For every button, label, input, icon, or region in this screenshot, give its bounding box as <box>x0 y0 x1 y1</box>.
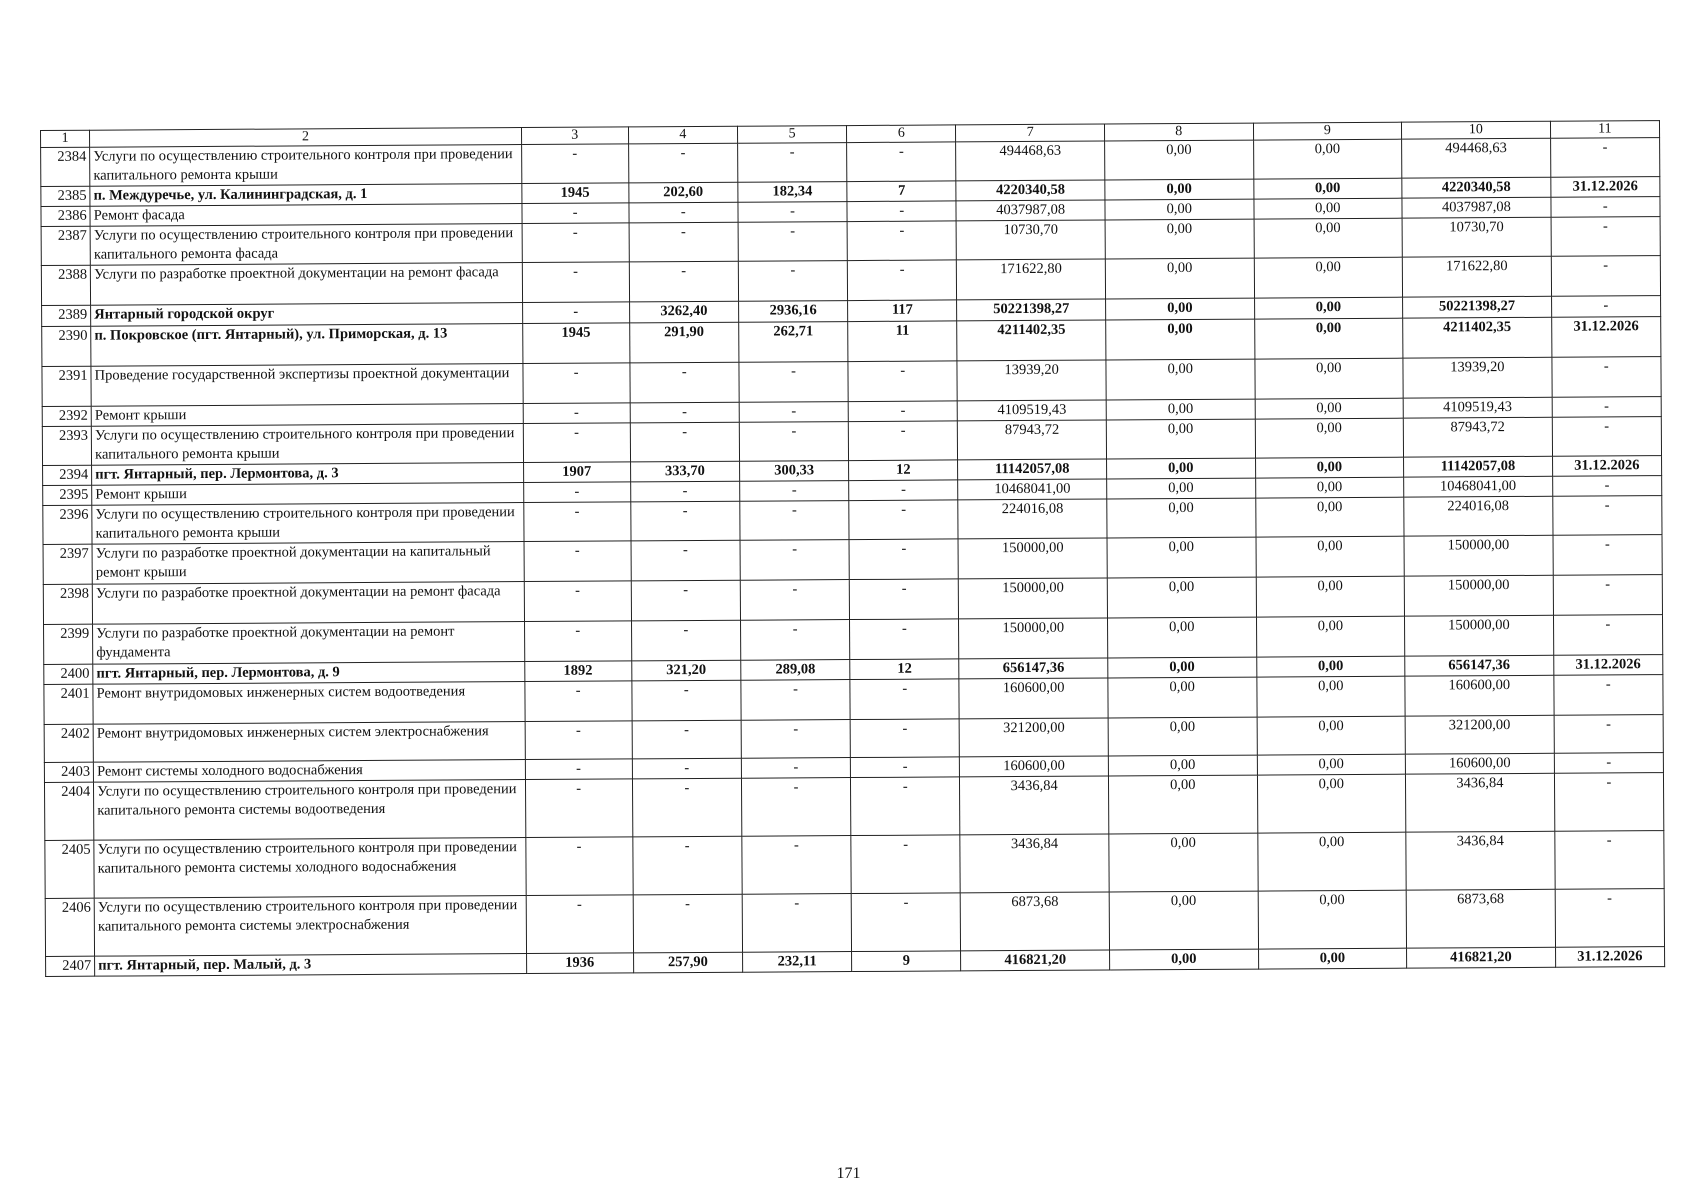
cell-col4: - <box>632 720 741 759</box>
row-name: Проведение государственной экспертизы проектной документации <box>91 364 523 407</box>
cell-col7: 4211402,35 <box>957 320 1106 361</box>
cell-col7: 4109519,43 <box>958 400 1107 421</box>
cell-col8: 0,00 <box>1107 617 1256 658</box>
cell-col11: - <box>1553 535 1663 576</box>
cell-col9: 0,00 <box>1253 139 1402 179</box>
cell-col5: - <box>738 261 847 302</box>
table-row <box>44 773 1663 841</box>
cell-col11: - <box>1555 889 1665 948</box>
cell-col7: 171622,80 <box>957 259 1106 300</box>
cell-year: 1907 <box>523 462 630 483</box>
row-number: 2388 <box>41 265 90 305</box>
cell-year: - <box>523 423 630 463</box>
cell-col6: - <box>848 401 957 422</box>
column-header: 1 <box>41 130 90 147</box>
cell-col11: - <box>1553 615 1663 656</box>
cell-col11: 31.12.2026 <box>1552 456 1661 477</box>
row-number: 2395 <box>43 485 92 505</box>
cell-col4: 321,20 <box>631 660 740 681</box>
row-number: 2387 <box>41 226 90 265</box>
cell-col9: 0,00 <box>1254 318 1403 359</box>
cell-col6: - <box>847 201 956 222</box>
cell-col11: - <box>1551 256 1661 297</box>
cell-col7: 321200,00 <box>960 718 1109 757</box>
cell-col9: 0,00 <box>1256 656 1405 677</box>
cell-year: - <box>525 837 632 896</box>
cell-col6: - <box>849 539 958 580</box>
cell-col10: 224016,08 <box>1404 496 1553 536</box>
cell-col4: - <box>631 620 740 661</box>
cell-col9: 0,00 <box>1255 497 1404 537</box>
cell-col8: 0,00 <box>1108 657 1257 678</box>
row-number: 2400 <box>44 664 93 684</box>
cell-col7: 87943,72 <box>958 420 1107 460</box>
cell-year: 1936 <box>526 953 633 974</box>
column-header: 3 <box>521 127 628 145</box>
cell-col9: 0,00 <box>1254 257 1403 298</box>
cell-col10: 6873,68 <box>1406 889 1555 948</box>
cell-col8: 0,00 <box>1108 677 1257 718</box>
cell-col8: 0,00 <box>1107 577 1256 618</box>
cell-col9: 0,00 <box>1254 358 1403 399</box>
cell-col10: 416821,20 <box>1407 947 1556 968</box>
row-name: Услуги по осуществлению строительного контроля при проведении капитального ремонта системы холодного водоснабжения <box>94 838 526 899</box>
cell-col4: - <box>629 261 738 302</box>
cell-col9: 0,00 <box>1257 774 1406 833</box>
row-number: 2396 <box>43 505 92 544</box>
cell-col4: - <box>628 143 737 183</box>
cell-year: - <box>524 621 631 662</box>
cell-col4: - <box>632 778 742 837</box>
cell-col10: 11142057,08 <box>1404 456 1553 477</box>
cell-col7: 150000,00 <box>958 538 1107 579</box>
cell-col5: - <box>740 501 849 541</box>
cell-col7: 656147,36 <box>959 658 1108 679</box>
cell-col10: 494468,63 <box>1402 138 1551 178</box>
row-number: 2390 <box>42 326 91 366</box>
page-number: 171 <box>836 1165 861 1182</box>
row-name: Услуги по осуществлению строительного контроля при проведении капитального ремонта системы электроснабжения <box>94 896 526 957</box>
cell-col6: - <box>851 835 961 894</box>
cell-col9: 0,00 <box>1254 297 1403 319</box>
cell-col11: 31.12.2026 <box>1553 655 1662 676</box>
cell-col5: 300,33 <box>739 461 848 482</box>
cell-col5: - <box>742 894 852 953</box>
cell-col7: 160600,00 <box>960 756 1109 777</box>
cell-col8: 0,00 <box>1105 199 1254 220</box>
cell-col10: 656147,36 <box>1405 655 1554 676</box>
cell-year: - <box>522 302 629 324</box>
cell-col10: 4220340,58 <box>1402 177 1551 198</box>
cell-col5: - <box>740 620 849 661</box>
cell-year: - <box>521 144 628 184</box>
cell-col4: 291,90 <box>629 322 738 363</box>
cell-col10: 50221398,27 <box>1403 296 1552 318</box>
cell-col10: 4109519,43 <box>1403 397 1552 418</box>
cell-col11: - <box>1551 296 1660 318</box>
cell-col4: - <box>630 362 739 403</box>
cell-col6: - <box>847 260 956 301</box>
cell-col5: - <box>742 836 852 895</box>
cell-col11: - <box>1552 417 1662 457</box>
row-number: 2389 <box>42 305 91 326</box>
column-header: 4 <box>628 126 737 144</box>
table-body <box>41 138 1665 977</box>
cell-col10: 13939,20 <box>1403 357 1552 398</box>
row-number: 2391 <box>42 366 91 406</box>
cell-year: 1892 <box>524 661 631 682</box>
cell-col5: - <box>740 540 849 581</box>
cell-col5: - <box>741 778 851 837</box>
cell-col8: 0,00 <box>1106 298 1255 320</box>
cell-col5: - <box>739 422 848 462</box>
cell-col4: - <box>630 481 739 502</box>
cell-col9: 0,00 <box>1256 676 1405 717</box>
cell-year: 1945 <box>522 323 629 364</box>
row-number: 2401 <box>44 684 93 724</box>
cell-year: - <box>525 681 632 722</box>
column-header: 6 <box>847 125 956 143</box>
row-number: 2397 <box>43 544 92 584</box>
row-number: 2403 <box>44 762 93 782</box>
cell-col8: 0,00 <box>1106 319 1255 360</box>
cell-col5: - <box>738 222 847 262</box>
cell-col6: - <box>850 679 959 720</box>
cell-col5: 2936,16 <box>738 301 847 323</box>
cell-col7: 6873,68 <box>961 892 1110 951</box>
cell-col4: - <box>632 758 741 779</box>
cell-col6: 117 <box>848 300 957 322</box>
cell-col9: 0,00 <box>1256 536 1405 577</box>
cell-col10: 150000,00 <box>1404 575 1553 616</box>
column-header: 9 <box>1253 122 1402 140</box>
cell-col4: 257,90 <box>633 952 742 973</box>
cell-col5: - <box>740 481 849 502</box>
cell-col8: 0,00 <box>1107 478 1256 499</box>
cell-col6: - <box>849 480 958 501</box>
cell-year: - <box>525 759 632 780</box>
cell-col8: 0,00 <box>1107 537 1256 578</box>
row-name: Услуги по осуществлению строительного контроля при проведении капитального ремонта крыши <box>92 503 524 545</box>
cell-col5: 262,71 <box>739 322 848 363</box>
cell-col7: 494468,63 <box>956 141 1105 181</box>
cell-col7: 11142057,08 <box>958 459 1107 480</box>
cell-col10: 10730,70 <box>1402 217 1551 257</box>
cell-col8: 0,00 <box>1108 775 1257 834</box>
cell-col6: - <box>847 221 956 261</box>
row-name: пгт. Янтарный, пер. Лермонтова, д. 3 <box>92 463 524 486</box>
cell-col4: - <box>631 580 740 621</box>
row-name: Ремонт крыши <box>92 483 524 506</box>
cell-col8: 0,00 <box>1105 219 1254 259</box>
cell-col7: 13939,20 <box>957 360 1106 401</box>
cell-col9: 0,00 <box>1257 832 1406 891</box>
row-name: пгт. Янтарный, пер. Малый, д. 3 <box>95 954 527 977</box>
cell-col6: 7 <box>847 181 956 202</box>
cell-col7: 50221398,27 <box>957 299 1106 321</box>
row-name: Услуги по разработке проектной документации на ремонт фундамента <box>93 622 525 665</box>
document-sheet <box>40 120 1665 977</box>
cell-col7: 10468041,00 <box>958 479 1107 500</box>
cell-col6: - <box>848 421 957 461</box>
column-header: 5 <box>737 126 846 144</box>
row-name: Ремонт крыши <box>91 404 523 427</box>
row-name: Ремонт внутридомовых инженерных систем электроснабжения <box>93 722 525 763</box>
cell-col11: - <box>1554 831 1664 890</box>
cell-col5: - <box>739 362 848 403</box>
cell-col11: 31.12.2026 <box>1555 947 1664 968</box>
column-header: 2 <box>90 128 522 148</box>
cell-col7: 10730,70 <box>956 220 1105 260</box>
cell-col9: 0,00 <box>1257 754 1406 775</box>
row-number: 2393 <box>42 426 91 465</box>
cell-col8: 0,00 <box>1106 359 1255 400</box>
cell-col5: - <box>739 402 848 423</box>
cell-col5: 232,11 <box>742 952 851 973</box>
cell-col10: 87943,72 <box>1403 417 1552 457</box>
row-name: пгт. Янтарный, пер. Лермонтова, д. 9 <box>93 662 525 685</box>
cell-col7: 416821,20 <box>961 950 1110 971</box>
cell-col6: - <box>847 142 956 182</box>
cell-col4: 333,70 <box>630 461 739 482</box>
cell-col6: 9 <box>852 951 961 972</box>
cell-col8: 0,00 <box>1109 949 1258 970</box>
cell-col4: 202,60 <box>629 182 738 203</box>
cell-col9: 0,00 <box>1253 178 1402 199</box>
cell-col6: 12 <box>849 460 958 481</box>
cell-year: - <box>522 203 629 224</box>
cell-col4: - <box>630 402 739 423</box>
cell-col11: - <box>1554 715 1664 754</box>
cell-col4: - <box>633 836 743 895</box>
column-header: 7 <box>956 124 1105 142</box>
cell-col11: - <box>1552 357 1662 398</box>
cell-col10: 3436,84 <box>1406 831 1555 890</box>
cell-col5: - <box>741 720 850 759</box>
cell-year: - <box>523 482 630 503</box>
cell-year: - <box>525 721 632 760</box>
cell-col11: 31.12.2026 <box>1551 317 1661 358</box>
cell-col10: 160600,00 <box>1405 675 1554 716</box>
table-row <box>45 831 1664 899</box>
cell-col6: 12 <box>850 659 959 680</box>
row-number: 2404 <box>44 782 94 840</box>
cell-col5: - <box>738 202 847 223</box>
row-name: Услуги по разработке проектной документации на ремонт фасада <box>90 263 522 306</box>
row-name: Услуги по осуществлению строительного контроля при проведении капитального ремонта крыши <box>91 424 523 466</box>
cell-col7: 4037987,08 <box>956 200 1105 221</box>
cell-col9: 0,00 <box>1256 616 1405 657</box>
cell-year: 1945 <box>521 183 628 204</box>
column-header: 8 <box>1104 123 1253 141</box>
column-header: 10 <box>1402 121 1551 139</box>
cell-col8: 0,00 <box>1108 717 1257 756</box>
cell-col8: 0,00 <box>1109 891 1258 950</box>
row-name: Услуги по разработке проектной документации на капитальный ремонт крыши <box>92 542 524 585</box>
cell-year: - <box>525 779 632 838</box>
cell-col5: - <box>741 680 850 721</box>
row-number: 2407 <box>46 956 95 976</box>
cell-year: - <box>524 541 631 582</box>
cell-col8: 0,00 <box>1107 498 1256 538</box>
cell-col8: 0,00 <box>1105 179 1254 200</box>
cell-col10: 10468041,00 <box>1404 476 1553 497</box>
cell-col10: 321200,00 <box>1405 715 1554 754</box>
row-name: Услуги по осуществлению строительного контроля при проведении капитального ремонта системы водоотведения <box>94 780 526 841</box>
row-number: 2385 <box>41 186 90 206</box>
cell-col7: 3436,84 <box>960 776 1109 835</box>
cell-col5: - <box>741 758 850 779</box>
cell-col10: 3436,84 <box>1406 773 1555 832</box>
cell-col9: 0,00 <box>1258 890 1407 949</box>
cell-col11: - <box>1554 753 1663 774</box>
cell-col4: - <box>629 222 738 262</box>
cell-col10: 4037987,08 <box>1402 197 1551 218</box>
cell-col10: 171622,80 <box>1402 256 1551 297</box>
row-name: Услуги по осуществлению строительного контроля при проведении капитального ремонта фасада <box>90 224 522 266</box>
cell-col8: 0,00 <box>1105 140 1254 180</box>
row-name: Ремонт фасада <box>90 204 522 227</box>
row-number: 2392 <box>42 406 91 426</box>
cell-year: - <box>526 895 633 954</box>
row-number: 2384 <box>41 147 90 186</box>
table-row <box>45 889 1664 957</box>
row-name: Услуги по разработке проектной документации на ремонт фасада <box>92 582 524 625</box>
row-name: Ремонт внутридомовых инженерных систем водоотведения <box>93 682 525 725</box>
row-number: 2402 <box>44 724 93 762</box>
cell-col8: 0,00 <box>1109 833 1258 892</box>
cell-col5: 182,34 <box>738 182 847 203</box>
cell-col7: 3436,84 <box>960 834 1109 893</box>
cell-col8: 0,00 <box>1106 458 1255 479</box>
cell-col5: 289,08 <box>741 660 850 681</box>
cell-col6: - <box>849 579 958 620</box>
cell-col10: 160600,00 <box>1405 753 1554 774</box>
row-number: 2405 <box>45 840 95 898</box>
row-number: 2399 <box>44 624 93 664</box>
cell-col6: - <box>850 719 959 758</box>
cell-col7: 224016,08 <box>958 499 1107 539</box>
cell-col11: - <box>1553 575 1663 616</box>
cell-col11: - <box>1551 197 1660 218</box>
cell-col11: - <box>1552 397 1661 418</box>
cell-col9: 0,00 <box>1255 477 1404 498</box>
cell-col7: 4220340,58 <box>956 180 1105 201</box>
cell-col11: 31.12.2026 <box>1550 177 1659 198</box>
row-name: п. Покровское (пгт. Янтарный), ул. Приморская, д. 13 <box>91 324 523 367</box>
capital-repair-table <box>40 120 1665 977</box>
cell-col4: - <box>630 422 739 462</box>
cell-col7: 150000,00 <box>959 618 1108 659</box>
cell-col6: - <box>851 757 960 778</box>
row-number: 2406 <box>45 898 95 956</box>
row-name: п. Междуречье, ул. Калининградская, д. 1 <box>90 184 522 207</box>
cell-year: - <box>523 502 630 542</box>
cell-col10: 4211402,35 <box>1403 317 1552 358</box>
cell-col9: 0,00 <box>1255 398 1404 419</box>
cell-col11: - <box>1552 476 1661 497</box>
cell-col10: 150000,00 <box>1404 535 1553 576</box>
cell-year: - <box>523 363 630 404</box>
cell-col9: 0,00 <box>1257 716 1406 755</box>
cell-col8: 0,00 <box>1108 755 1257 776</box>
cell-col10: 150000,00 <box>1405 615 1554 656</box>
cell-col6: - <box>851 893 961 952</box>
cell-col6: - <box>851 777 961 836</box>
column-header: 11 <box>1550 121 1659 139</box>
cell-col4: - <box>632 680 741 721</box>
cell-year: - <box>524 581 631 622</box>
cell-col4: - <box>630 501 739 541</box>
cell-col4: - <box>629 202 738 223</box>
cell-col11: - <box>1554 773 1664 832</box>
cell-year: - <box>523 403 630 424</box>
cell-col6: - <box>849 500 958 540</box>
cell-col9: 0,00 <box>1254 218 1403 258</box>
row-name: Ремонт системы холодного водоснабжения <box>94 760 526 783</box>
cell-col8: 0,00 <box>1106 399 1255 420</box>
cell-col5: - <box>738 143 847 183</box>
cell-col8: 0,00 <box>1106 419 1255 459</box>
row-number: 2394 <box>43 465 92 485</box>
cell-col11: - <box>1550 138 1660 178</box>
cell-col7: 150000,00 <box>959 578 1108 619</box>
cell-year: - <box>522 262 629 303</box>
cell-col7: 160600,00 <box>959 678 1108 719</box>
cell-col11: - <box>1551 217 1661 257</box>
cell-col5: - <box>740 580 849 621</box>
cell-col9: 0,00 <box>1255 418 1404 458</box>
cell-col11: - <box>1552 496 1662 536</box>
row-name: Услуги по осуществлению строительного контроля при проведении капитального ремонта крыши <box>90 145 522 187</box>
cell-col6: - <box>848 361 957 402</box>
cell-col9: 0,00 <box>1258 948 1407 969</box>
row-name: Янтарный городской округ <box>91 303 523 327</box>
cell-col6: 11 <box>848 321 957 362</box>
cell-col11: - <box>1554 675 1664 716</box>
cell-col4: - <box>631 540 740 581</box>
cell-col9: 0,00 <box>1255 457 1404 478</box>
cell-col4: 3262,40 <box>629 301 738 323</box>
row-number: 2398 <box>43 584 92 624</box>
cell-year: - <box>522 223 629 263</box>
row-number: 2386 <box>41 206 90 226</box>
cell-col9: 0,00 <box>1253 198 1402 219</box>
cell-col9: 0,00 <box>1256 576 1405 617</box>
cell-col4: - <box>633 894 743 953</box>
cell-col8: 0,00 <box>1105 258 1254 299</box>
cell-col6: - <box>850 619 959 660</box>
